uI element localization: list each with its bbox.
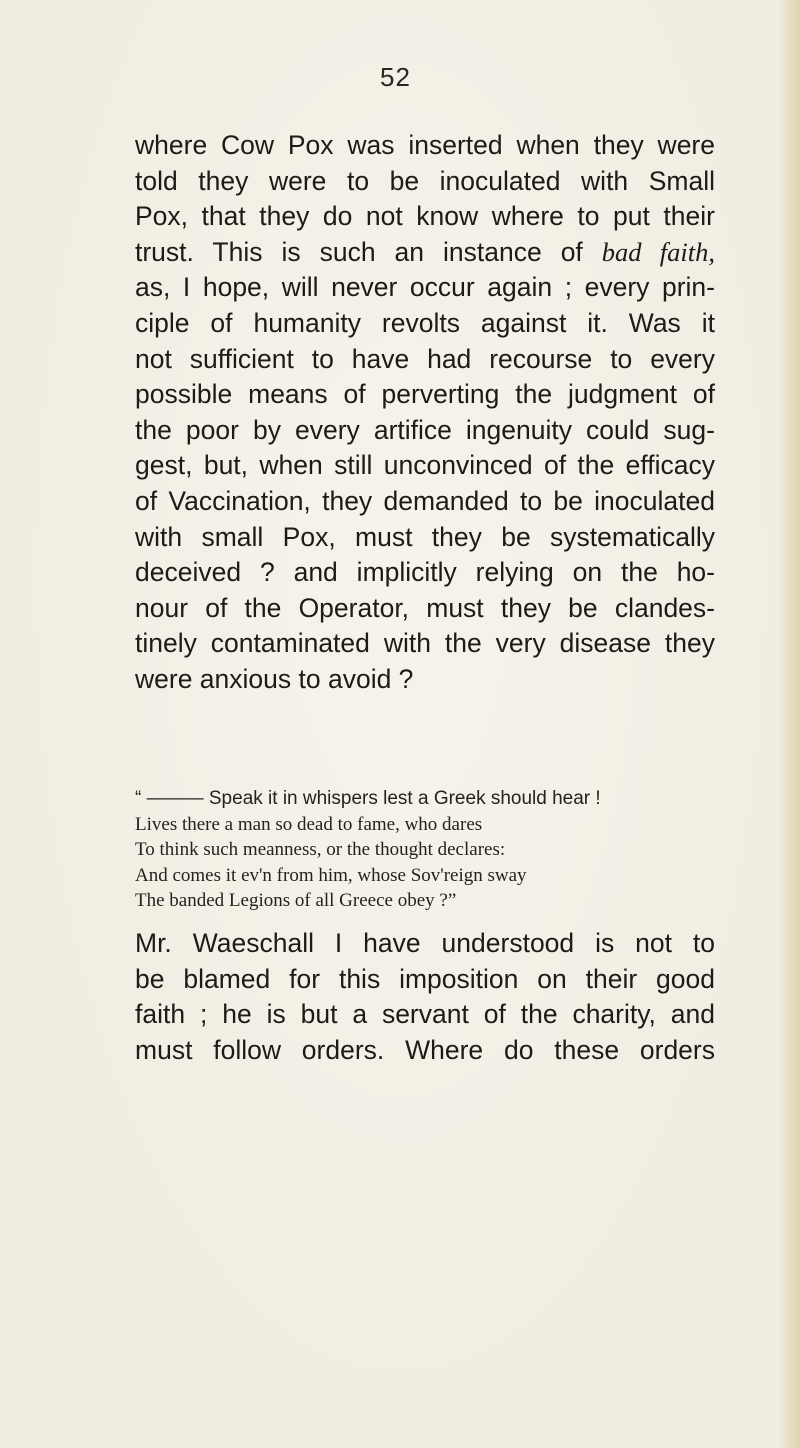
page-number: 52 [380, 62, 411, 92]
closing-paragraph [135, 926, 715, 1068]
quote-line: To think such meanness, or the thought declares: [135, 839, 506, 861]
text-line: where Cow Pox was inserted when they were [135, 130, 715, 160]
text-line: nour of the Operator, must they be clandes- [135, 592, 715, 623]
text-line: as, I hope, will never occur again ; every prin- [135, 272, 715, 303]
text-line: were anxious to avoid ? [135, 663, 414, 694]
italic-phrase: bad faith, [601, 236, 715, 267]
verse-quotation [135, 786, 715, 914]
text-line: must follow orders. Where do these orders [135, 1034, 715, 1065]
text-line: ciple of humanity revolts against it. Was it [135, 307, 715, 338]
text-line [135, 235, 715, 271]
text-line: Pox, that they do not know where to put their [135, 201, 715, 232]
text-segment: trust. This is such an instance of [135, 236, 602, 267]
text-line: with small Pox, must they be systematically [135, 521, 715, 552]
text-line: deceived ? and implicitly relying on the ho- [135, 557, 715, 588]
text-line: told they were to be inoculated with Small [135, 165, 715, 196]
text-line: faith ; he is but a servant of the charity, and [135, 999, 715, 1030]
text-line: of Vaccination, they demanded to be inoculated [135, 485, 715, 516]
main-paragraph [135, 128, 715, 698]
text-line: the poor by every artifice ingenuity could sug- [135, 414, 715, 445]
quote-line: Lives there a man so dead to fame, who dares [135, 813, 483, 835]
text-line: tinely contaminated with the very disease they [135, 628, 715, 659]
text-line: not sufficient to have had recourse to every [135, 343, 715, 374]
text-line: gest, but, when still unconvinced of the efficacy [135, 450, 715, 481]
text-line: possible means of perverting the judgment of [135, 379, 715, 410]
quote-line: And comes it ev'n from him, whose Sov'reign sway [135, 864, 527, 886]
text-line: be blamed for this imposition on their good [135, 963, 715, 994]
quote-line: “ ——— Speak it in whispers lest a Greek should hear ! [135, 788, 601, 809]
page-edge [778, 0, 800, 1448]
text-line: Mr. Waeschall I have understood is not to [135, 928, 715, 958]
quote-line: The banded Legions of all Greece obey ?” [135, 890, 457, 912]
